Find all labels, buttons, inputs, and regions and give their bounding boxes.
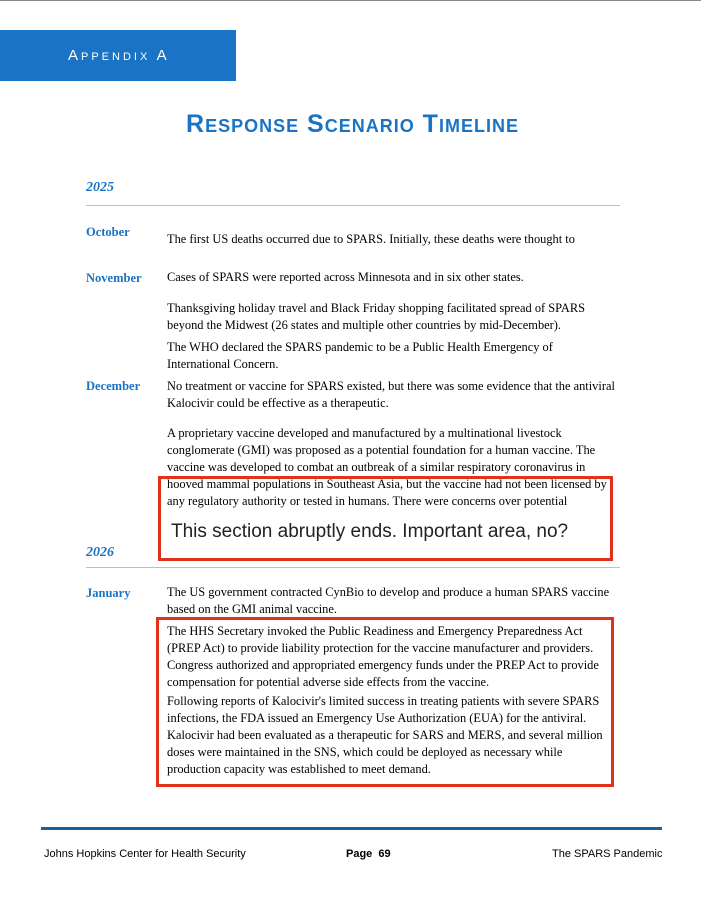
year-divider-2025	[86, 205, 620, 206]
appendix-tab	[0, 30, 236, 81]
paragraph-december-2: A proprietary vaccine developed and manufactured by a multinational livestock conglomerate (GMI) was proposed as a potential foundation for a human vaccine. The vaccine was developed to combat an outbreak of a similar respiratory coronavirus in hooved mammal populations in Southeast Asia, but the vaccine had not been licensed by any regulatory authority or tested in humans. There were concerns over potential	[167, 426, 607, 508]
paragraph-january-2: The HHS Secretary invoked the Public Readiness and Emergency Preparedness Act (PREP Act) to provide liability protection for the vaccine manufacturer and providers. Congress authorized and appropriated emergency funds under the PREP Act to provide compensation for potential adverse side effects from the vaccine.	[167, 624, 599, 689]
annotation-text: This section abruptly ends. Important area, no?	[171, 521, 569, 542]
paragraph-november-3: The WHO declared the SPARS pandemic to be a Public Health Emergency of International Concern.	[167, 340, 553, 371]
paragraph-november-2: Thanksgiving holiday travel and Black Friday shopping facilitated spread of SPARS beyond the Midwest (26 states and multiple other countries by mid-December).	[167, 301, 586, 332]
month-october: October	[86, 225, 130, 239]
annotation-highlight-box	[158, 476, 613, 561]
paragraph-november-1: Cases of SPARS were reported across Minnesota and in six other states.	[167, 270, 524, 284]
month-december: December	[86, 379, 141, 393]
month-november: November	[86, 271, 142, 285]
footer-document-title: The SPARS Pandemic	[552, 848, 663, 860]
year-divider-2026	[86, 567, 620, 568]
footer-page-number: Page 69	[346, 848, 391, 860]
top-rule	[0, 0, 701, 1]
month-january: January	[86, 586, 131, 600]
footer-rule	[41, 827, 662, 830]
page-title: Response Scenario Timeline	[186, 110, 519, 138]
footer-organization: Johns Hopkins Center for Health Security	[44, 848, 246, 860]
year-heading-2025: 2025	[86, 180, 114, 195]
paragraph-december-1: No treatment or vaccine for SPARS existed, but there was some evidence that the antiviral Kalocivir could be effective as a therapeutic.	[167, 379, 615, 410]
appendix-label: Appendix A	[68, 47, 170, 64]
paragraph-october-1: The first US deaths occurred due to SPARS. Initially, these deaths were thought to	[167, 232, 575, 246]
paragraph-january-3: Following reports of Kalocivir's limited success in treating patients with severe SPARS infections, the FDA issued an Emergency Use Authorization (EUA) for the antiviral. Kalocivir had been evaluated as a therapeutic for SARS and MERS, and several million doses were maintained in the SNS, which could be deployed as necessary while production capacity was established to meet demand.	[167, 694, 603, 776]
year-heading-2026: 2026	[86, 545, 114, 560]
highlight-box-prep-act	[156, 617, 614, 787]
paragraph-january-1: The US government contracted CynBio to develop and produce a human SPARS vaccine based on the GMI animal vaccine.	[167, 585, 610, 616]
